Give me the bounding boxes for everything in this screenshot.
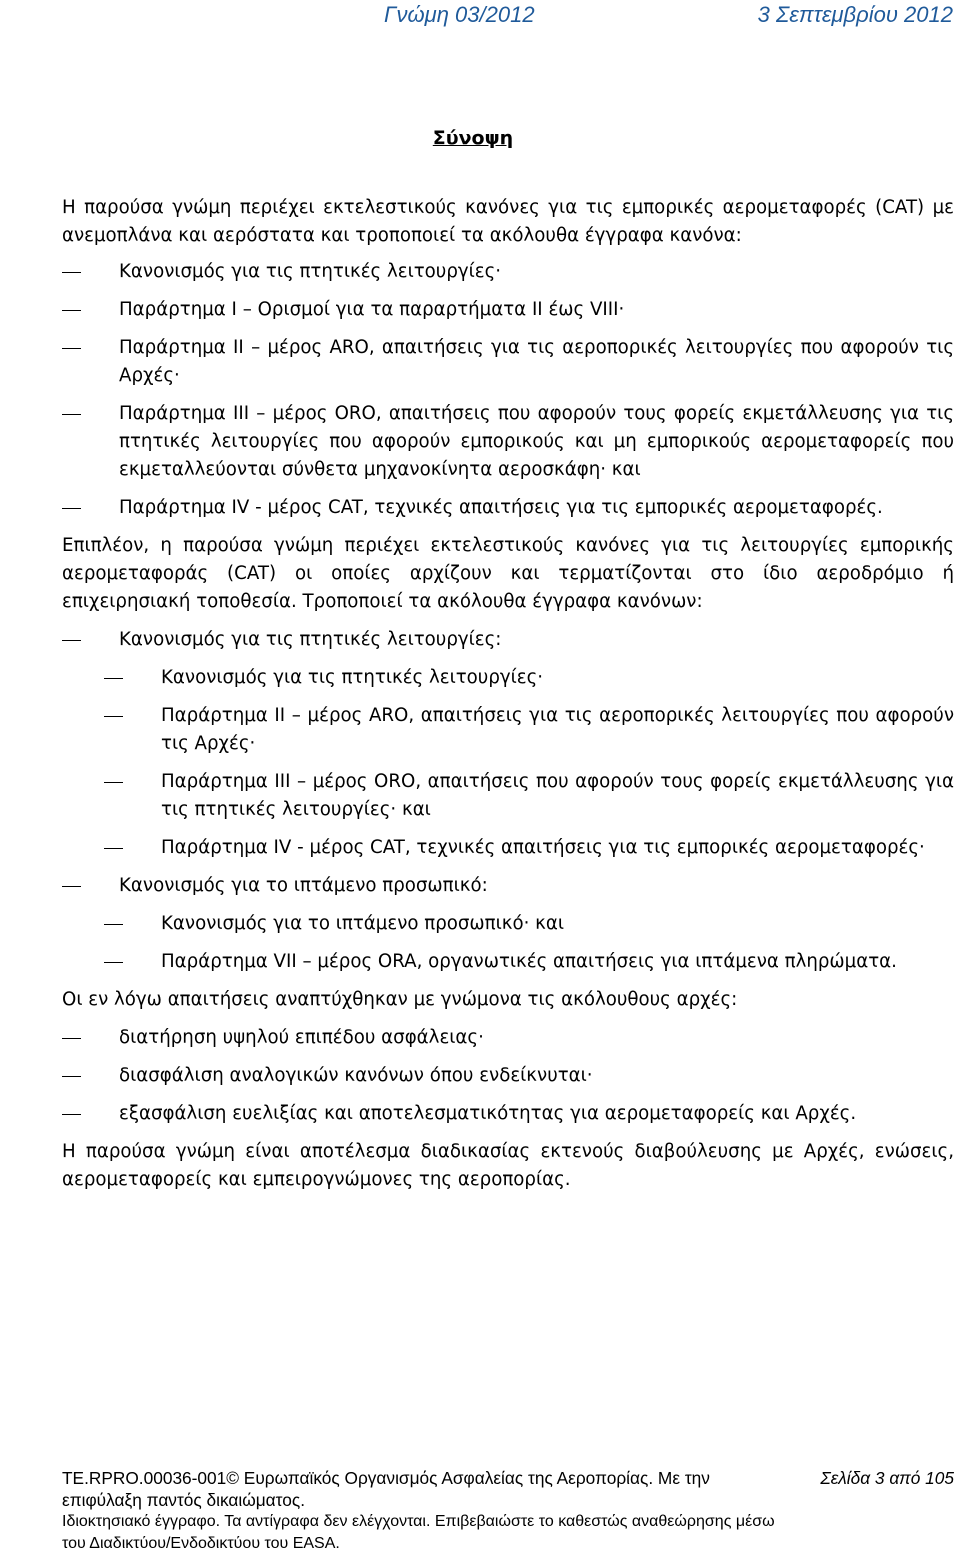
dash-bullet [62, 1114, 81, 1115]
dash-bullet [62, 310, 81, 311]
dash-bullet [62, 1038, 81, 1039]
group-flight-ops: Κανονισμός για τις πτητικές λειτουργίες: [62, 626, 954, 654]
list-item: Κανονισμός για τις πτητικές λειτουργίες· [62, 664, 954, 692]
header-date: 3 Σεπτεμβρίου 2012 [757, 2, 953, 27]
dash-bullet [104, 678, 123, 679]
document-body [62, 194, 954, 1194]
dash-bullet [62, 640, 81, 641]
dash-bullet [62, 1076, 81, 1077]
dash-bullet [104, 924, 123, 925]
list-item: Παράρτημα I – Ορισμοί για τα παραρτήματα II έως VIII· [62, 296, 954, 324]
list-item: Παράρτημα II – μέρος ARO, απαιτήσεις για τις αεροπορικές λειτουργίες που αφορούν τις Αρχές· [62, 334, 954, 390]
footer-notice: Ιδιοκτησιακό έγγραφο. Τα αντίγραφα δεν ελέγχονται. Επιβεβαιώστε το καθεστώς αναθεώρησης μέσω του Διαδικτύου/Ενδοδικτύου του EASA. [62, 1513, 775, 1552]
list-item: διασφάλιση αναλογικών κανόνων όπου ενδείκνυται· [62, 1062, 954, 1090]
list-item: Παράρτημα III – μέρος ORO, απαιτήσεις που αφορούν τους φορείς εκμετάλλευσης για τις πτητικές λειτουργίες· και [62, 768, 954, 824]
principles-paragraph: Οι εν λόγω απαιτήσεις αναπτύχθηκαν με γνώμονα τις ακόλουθους αρχές: [62, 989, 738, 1010]
second-paragraph: Επιπλέον, η παρούσα γνώμη περιέχει εκτελεστικούς κανόνες για τις λειτουργίες εμπορικής αερομεταφοράς (CAT) οι οποίες αρχίζουν και τερματίζονται στο ίδιο αεροδρόμιο ή επιχειρησιακή τοποθεσία. Τροποποιεί τα ακόλουθα έγγραφα κανόνων: [62, 535, 954, 612]
dash-bullet [62, 348, 81, 349]
page-number: Σελίδα 3 από 105 [820, 1468, 954, 1488]
list-item: Παράρτημα IV - μέρος CAT, τεχνικές απαιτήσεις για τις εμπορικές αερομεταφορές· [62, 834, 954, 862]
dash-bullet [62, 886, 81, 887]
dash-bullet [104, 962, 123, 963]
list-item: Παράρτημα III – μέρος ORO, απαιτήσεις που αφορούν τους φορείς εκμετάλλευσης για τις πτητικές λειτουργίες που αφορούν εμπορικούς και μη εμπορικούς αερομεταφορείς που εκμεταλλεύονται σύνθετα μηχανοκίνητα αεροσκάφη· και [62, 400, 954, 484]
intro-paragraph: Η παρούσα γνώμη περιέχει εκτελεστικούς κανόνες για τις εμπορικές αερομεταφορές (CAT) με ανεμοπλάνα και αερόστατα και τροποποιεί τα ακόλουθα έγγραφα κανόνα: [62, 197, 954, 246]
footer-copyright-block [62, 1467, 954, 1511]
footer-copyright: TE.RPRO.00036-001© Ευρωπαϊκός Οργανισμός Ασφαλείας της Αεροπορίας. Με την επιφύλαξη παντός δικαιώματος. [62, 1468, 710, 1510]
dash-bullet [62, 272, 81, 273]
list-item: Κανονισμός για τις πτητικές λειτουργίες· [62, 258, 954, 286]
amended-documents-list [62, 258, 954, 522]
dash-bullet [104, 782, 123, 783]
list-item: εξασφάλιση ευελιξίας και αποτελεσματικότητας για αερομεταφορείς και Αρχές. [62, 1100, 954, 1128]
list-item: Παράρτημα II – μέρος ARO, απαιτήσεις για τις αεροπορικές λειτουργίες που αφορούν τις Αρχές· [62, 702, 954, 758]
dash-bullet [104, 716, 123, 717]
list-item: Παράρτημα VII – μέρος ORA, οργανωτικές απαιτήσεις για ιπτάμενα πληρώματα. [62, 948, 954, 976]
closing-paragraph: Η παρούσα γνώμη είναι αποτέλεσμα διαδικασίας εκτενούς διαβούλευσης με Αρχές, ενώσεις, αερομεταφορείς και εμπειρογνώμονες της αεροπορίας. [62, 1141, 954, 1190]
dash-bullet [62, 414, 81, 415]
dash-bullet [104, 848, 123, 849]
header-opinion-number: Γνώμη 03/2012 [384, 2, 535, 27]
list-item: Κανονισμός για το ιπτάμενο προσωπικό· και [62, 910, 954, 938]
page-title: Σύνοψη [432, 127, 514, 149]
footer-notice-block [62, 1511, 954, 1555]
list-item: Παράρτημα IV - μέρος CAT, τεχνικές απαιτήσεις για τις εμπορικές αερομεταφορές. [62, 494, 954, 522]
dash-bullet [62, 508, 81, 509]
group-aircrew: Κανονισμός για το ιπτάμενο προσωπικό: [62, 872, 954, 900]
list-item: διατήρηση υψηλού επιπέδου ασφάλειας· [62, 1024, 954, 1052]
